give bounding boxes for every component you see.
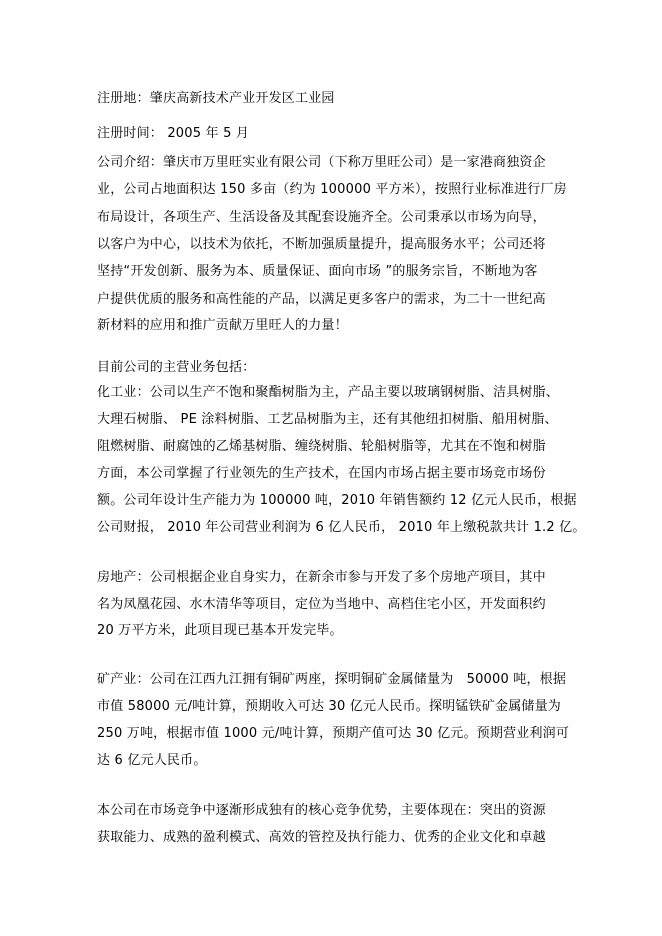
- chemical-line: 化工业：公司以生产不饱和聚酯树脂为主，产品主要以玻璃钢树脂、洁具树脂、: [97, 385, 560, 400]
- mining-line: 250 万吨，根据市值 1000 元/吨计算，预期产值可达 30 亿元。预期营业利润可: [97, 726, 570, 741]
- intro-line: 坚持“开发创新、服务为本、质量保证、面向市场 ”的服务宗旨，不断地为客: [97, 264, 538, 279]
- real-estate-line: 名为凤凰花园、水木清华等项目，定位为当地中、高档住宅小区，开发面积约: [97, 597, 546, 612]
- intro-line: 公司介绍：肇庆市万里旺实业有限公司（下称万里旺公司）是一家港商独资企: [97, 155, 546, 170]
- real-estate-line: 20 万平方米，此项目现已基本开发完毕。: [97, 623, 343, 638]
- intro-line: 新材料的应用和推广贡献万里旺人的力量！: [97, 318, 348, 333]
- intro-line: 布局设计，各项生产、生活设备及其配套设施齐全。公司秉承以市场为向导，: [97, 210, 546, 225]
- registration-place: 注册地：肇庆高新技术产业开发区工业园: [97, 91, 335, 106]
- mining-line: 市值 58000 元/吨计算，预期收入可达 30 亿元人民币。探明锰铁矿金属储量为: [97, 699, 562, 714]
- mining-line: 达 6 亿元人民币。: [97, 753, 207, 768]
- main-business-title: 目前公司的主营业务包括：: [97, 360, 256, 375]
- intro-line: 户提供优质的服务和高性能的产品，以满足更多客户的需求，为二十一世纪高: [97, 292, 546, 307]
- chemical-line: 大理石树脂、 PE 涂料树脂、工艺品树脂为主，还有其他纽扣树脂、船用树脂、: [97, 412, 558, 427]
- chemical-line: 方面，本公司掌握了行业领先的生产技术，在国内市场占据主要市场竞市场份: [97, 466, 546, 481]
- advantage-line: 本公司在市场竞争中逐渐形成独有的核心竞争优势，主要体现在：突出的资源: [97, 803, 546, 818]
- real-estate-line: 房地产：公司根据企业自身实力，在新余市参与开发了多个房地产项目，其中: [97, 570, 546, 585]
- mining-line: 矿产业：公司在江西九江拥有铜矿两座，探明铜矿金属储量为 50000 吨，根据: [97, 672, 567, 687]
- advantage-line: 获取能力、成熟的盈利模式、高效的管控及执行能力、优秀的企业文化和卓越: [97, 830, 546, 845]
- chemical-line: 额。公司年设计生产能力为 100000 吨，2010 年销售额约 12 亿元人民币，根据: [97, 493, 577, 508]
- chemical-line: 阻燃树脂、耐腐蚀的乙烯基树脂、缠绕树脂、轮船树脂等，尤其在不饱和树脂: [97, 439, 546, 454]
- intro-line: 业，公司占地面积达 150 多亩（约为 100000 平方米），按照行业标准进行厂房: [97, 182, 567, 197]
- chemical-line: 公司财报， 2010 年公司营业利润为 6 亿人民币， 2010 年上缴税款共计 1.2 亿。: [97, 520, 586, 535]
- intro-line: 以客户为中心，以技术为依托，不断加强质量提升，提高服务水平；公司还将: [97, 237, 546, 252]
- registration-time: 注册时间： 2005 年 5 月: [97, 126, 250, 141]
